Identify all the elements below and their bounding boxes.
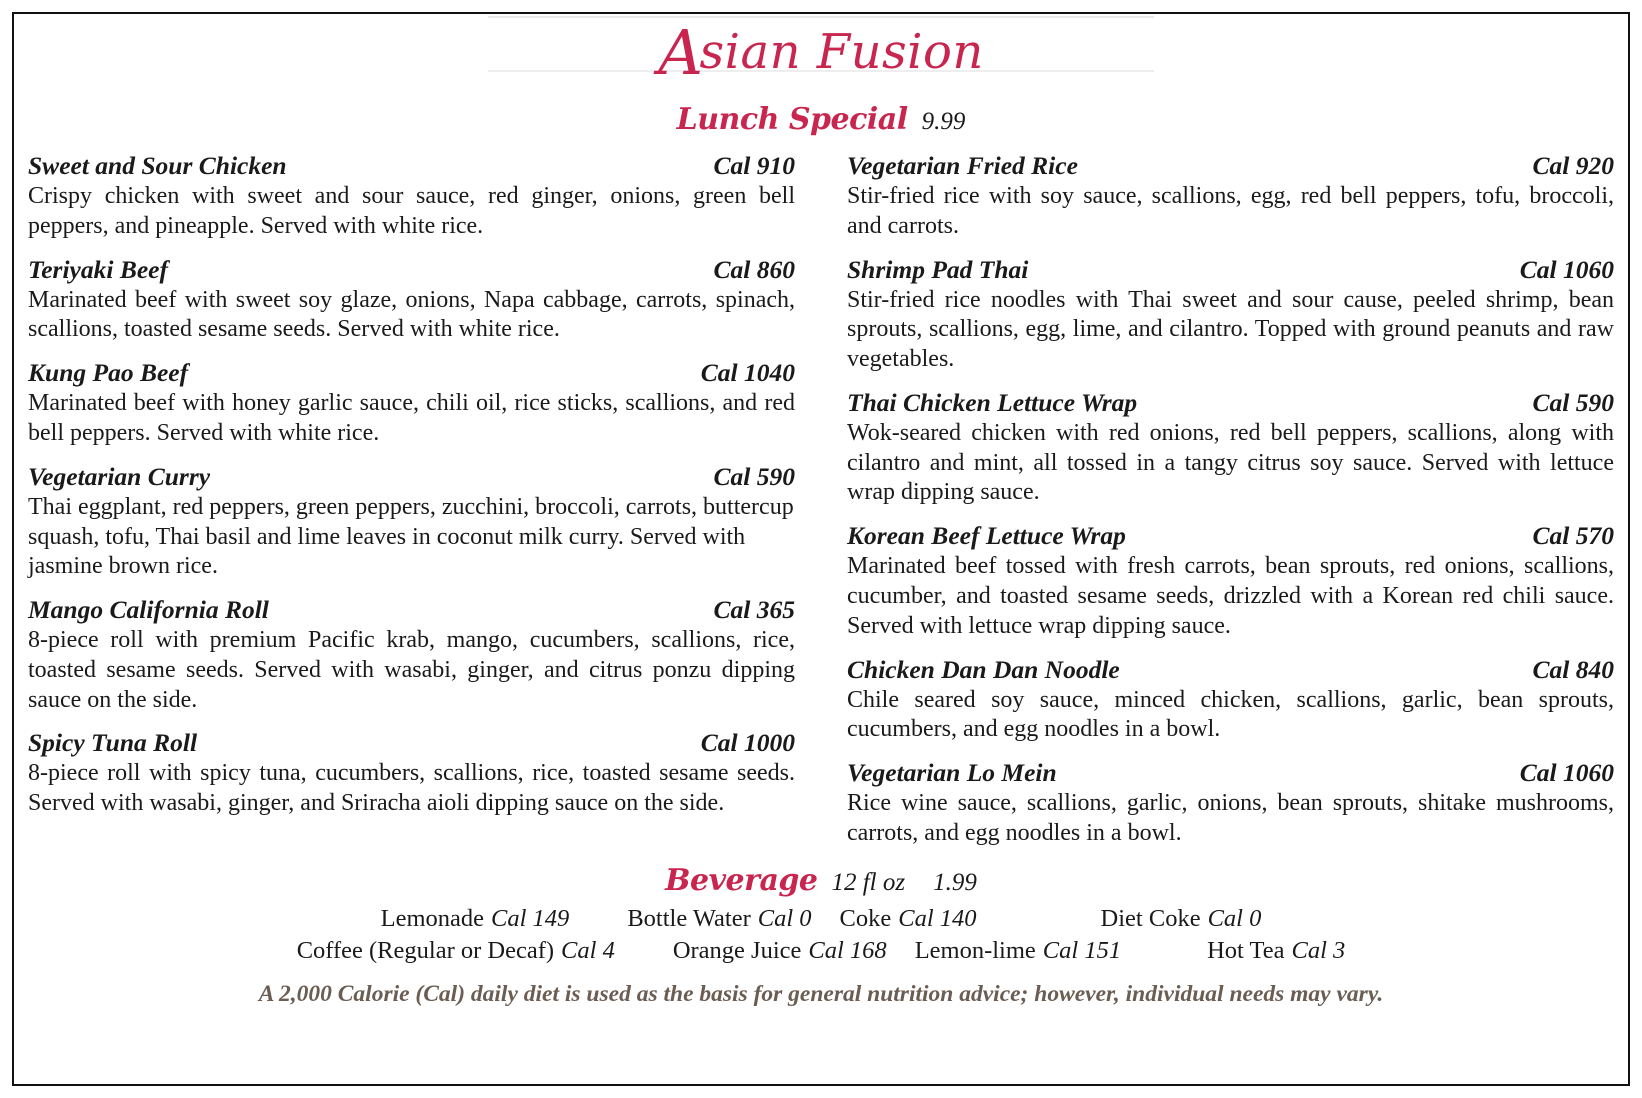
menu-item-header: [847, 388, 1614, 418]
menu-item[interactable]: [28, 151, 795, 242]
menu-item[interactable]: [847, 655, 1614, 746]
beverage-item-calories: Cal 3: [1291, 937, 1346, 965]
menu-item-name: Chicken Dan Dan Noodle: [847, 654, 1120, 684]
menu-item[interactable]: [28, 595, 795, 715]
menu-item[interactable]: [28, 728, 795, 819]
beverage-item-name: Bottle Water: [627, 904, 751, 932]
menu-item[interactable]: [847, 151, 1614, 242]
menu-item-header: [847, 758, 1614, 788]
menu-item-header: [28, 358, 795, 388]
menu-item-header: [847, 521, 1614, 551]
menu-item-name: Sweet and Sour Chicken: [28, 151, 287, 180]
menu-item-header: [28, 728, 795, 758]
menu-item-description: Marinated beef with honey garlic sauce, chili oil, rice sticks, scallions, and red bell peppers. Served with white rice.: [28, 390, 795, 446]
menu-column-right: [847, 151, 1614, 849]
beverage-item-name: Coffee (Regular or Decaf): [296, 937, 555, 965]
menu-item-description: 8-piece roll with premium Pacific krab, mango, cucumbers, scallions, rice, toasted sesame seeds. Served with wasabi, ginger, and citrus ponzu dipping sauce on the side.: [28, 627, 795, 713]
beverage-item[interactable]: [840, 903, 977, 935]
menu-item-header: [847, 655, 1614, 685]
menu-item-description: Thai eggplant, red peppers, green peppers, zucchini, broccoli, carrots, buttercup squash, tofu, Thai basil and lime leaves in coconut milk curry. Served with jasmine brown rice.: [28, 493, 794, 580]
menu-item-calories: Cal 1000: [700, 728, 795, 758]
menu-item-header: [28, 255, 795, 285]
beverage-item[interactable]: [915, 935, 1121, 967]
beverage-item-calories: Cal 0: [1207, 904, 1262, 932]
beverage-size: 12 fl oz: [831, 868, 906, 896]
restaurant-name: [644, 16, 998, 89]
menu-item-calories: Cal 1040: [700, 358, 795, 388]
beverage-item[interactable]: [297, 935, 615, 967]
menu-columns: [28, 151, 1614, 849]
menu-item-name: Thai Chicken Lettuce Wrap: [847, 387, 1138, 417]
beverage-item-calories: Cal 4: [561, 937, 615, 965]
menu-item-description: Marinated beef with sweet soy glaze, onions, Napa cabbage, carrots, spinach, scallions, toasted sesame seeds. Served with white rice.: [28, 286, 795, 343]
menu-item-calories: Cal 920: [1532, 151, 1614, 180]
menu-item-name: Spicy Tuna Roll: [28, 728, 198, 758]
menu-item-description: 8-piece roll with spicy tuna, cucumbers, scallions, rice, toasted sesame seeds. Served with wasabi, ginger, and Sriracha aioli dipping sauce on the side.: [28, 760, 795, 817]
menu-item-name: Teriyaki Beef: [28, 254, 168, 284]
beverage-item-calories: Cal 151: [1042, 937, 1122, 965]
menu-item-name: Kung Pao Beef: [28, 358, 189, 388]
menu-item-name: Vegetarian Fried Rice: [847, 151, 1078, 180]
menu-item-description: Rice wine sauce, scallions, garlic, onions, bean sprouts, shitake mushrooms, carrots, and egg noodles in a bowl.: [847, 790, 1614, 846]
menu-item[interactable]: [28, 462, 795, 582]
menu-column-left: [28, 151, 795, 849]
beverage-section: [28, 863, 1614, 968]
beverage-list: [28, 903, 1614, 968]
menu-item-calories: Cal 590: [1532, 387, 1614, 417]
beverage-item[interactable]: [627, 903, 811, 935]
beverage-item-name: Hot Tea: [1207, 937, 1285, 965]
menu-item[interactable]: [847, 521, 1614, 641]
beverage-item-calories: Cal 0: [757, 904, 812, 932]
beverage-price: 1.99: [933, 868, 977, 896]
masthead: [28, 6, 1614, 98]
beverage-title: Beverage: [665, 862, 818, 898]
menu-item-description: Marinated beef tossed with fresh carrots, bean sprouts, red onions, scallions, cucumber, and toasted sesame seeds, drizzled with a Korean red chili sauce. Served with lettuce wrap dipping sauce.: [847, 553, 1614, 639]
menu-item-name: Vegetarian Curry: [28, 461, 211, 491]
beverage-row: [28, 935, 1614, 967]
beverage-item-name: Lemonade: [380, 904, 485, 932]
beverage-item[interactable]: [381, 903, 570, 935]
beverage-item-name: Lemon-lime: [914, 937, 1036, 965]
menu-item[interactable]: [847, 758, 1614, 849]
beverage-item[interactable]: [1101, 903, 1262, 935]
menu-item-description: Stir-fried rice with soy sauce, scallions, egg, red bell peppers, tofu, broccoli, and carrots.: [847, 183, 1614, 239]
menu-item-name: Korean Beef Lettuce Wrap: [847, 521, 1126, 551]
menu-item-calories: Cal 860: [713, 254, 795, 284]
lunch-special-price: 9.99: [921, 108, 966, 135]
menu-item-calories: Cal 1060: [1519, 254, 1614, 284]
menu-item-header: [28, 462, 795, 492]
restaurant-name-text: Asian Fusion: [658, 16, 984, 89]
beverage-item-name: Orange Juice: [672, 937, 802, 965]
menu-item-name: Shrimp Pad Thai: [847, 254, 1029, 284]
menu-item-header: [28, 595, 795, 625]
menu-item[interactable]: [847, 388, 1614, 508]
menu-item-name: Vegetarian Lo Mein: [847, 758, 1057, 788]
menu-item-calories: Cal 910: [713, 151, 795, 180]
beverage-row: [28, 903, 1614, 935]
beverage-item-name: Diet Coke: [1100, 904, 1201, 932]
menu-item[interactable]: [847, 255, 1614, 375]
beverage-item-calories: Cal 140: [898, 904, 977, 932]
menu-item-header: [847, 151, 1614, 181]
menu-item-header: [28, 151, 795, 181]
menu-item[interactable]: [28, 358, 795, 449]
lunch-special-title: Lunch Special: [676, 102, 908, 137]
beverage-item[interactable]: [673, 935, 887, 967]
lunch-special-heading: [28, 102, 1614, 137]
nutrition-disclaimer: A 2,000 Calorie (Cal) daily diet is used as the basis for general nutrition advice; however, individual needs may vary.: [258, 981, 1384, 1008]
menu-item-calories: Cal 590: [713, 461, 795, 491]
beverage-item-calories: Cal 149: [491, 904, 570, 932]
menu-item-name: Mango California Roll: [28, 595, 269, 625]
menu-item-header: [847, 255, 1614, 285]
beverage-heading: [28, 863, 1614, 898]
menu-item[interactable]: [28, 255, 795, 346]
menu-item-calories: Cal 1060: [1519, 758, 1614, 788]
menu-item-description: Crispy chicken with sweet and sour sauce, red ginger, onions, green bell peppers, and pineapple. Served with white rice.: [28, 183, 795, 239]
menu-item-description: Wok-seared chicken with red onions, red bell peppers, scallions, along with cilantro and mint, all tossed in a tangy citrus soy sauce. Served with lettuce wrap dipping sauce.: [847, 419, 1614, 506]
menu-item-calories: Cal 365: [713, 595, 795, 625]
menu-item-description: Chile seared soy sauce, minced chicken, scallions, garlic, bean sprouts, cucumbers, and egg noodles in a bowl.: [847, 686, 1614, 743]
menu-item-calories: Cal 570: [1532, 521, 1614, 551]
menu-item-description: Stir-fried rice noodles with Thai sweet and sour cause, peeled shrimp, bean sprouts, scallions, egg, lime, and cilantro. Topped with ground peanuts and raw vegetables.: [847, 286, 1614, 373]
beverage-item[interactable]: [1207, 935, 1345, 967]
menu-item-calories: Cal 840: [1532, 654, 1614, 684]
beverage-item-name: Coke: [839, 904, 892, 932]
beverage-item-calories: Cal 168: [808, 937, 887, 965]
